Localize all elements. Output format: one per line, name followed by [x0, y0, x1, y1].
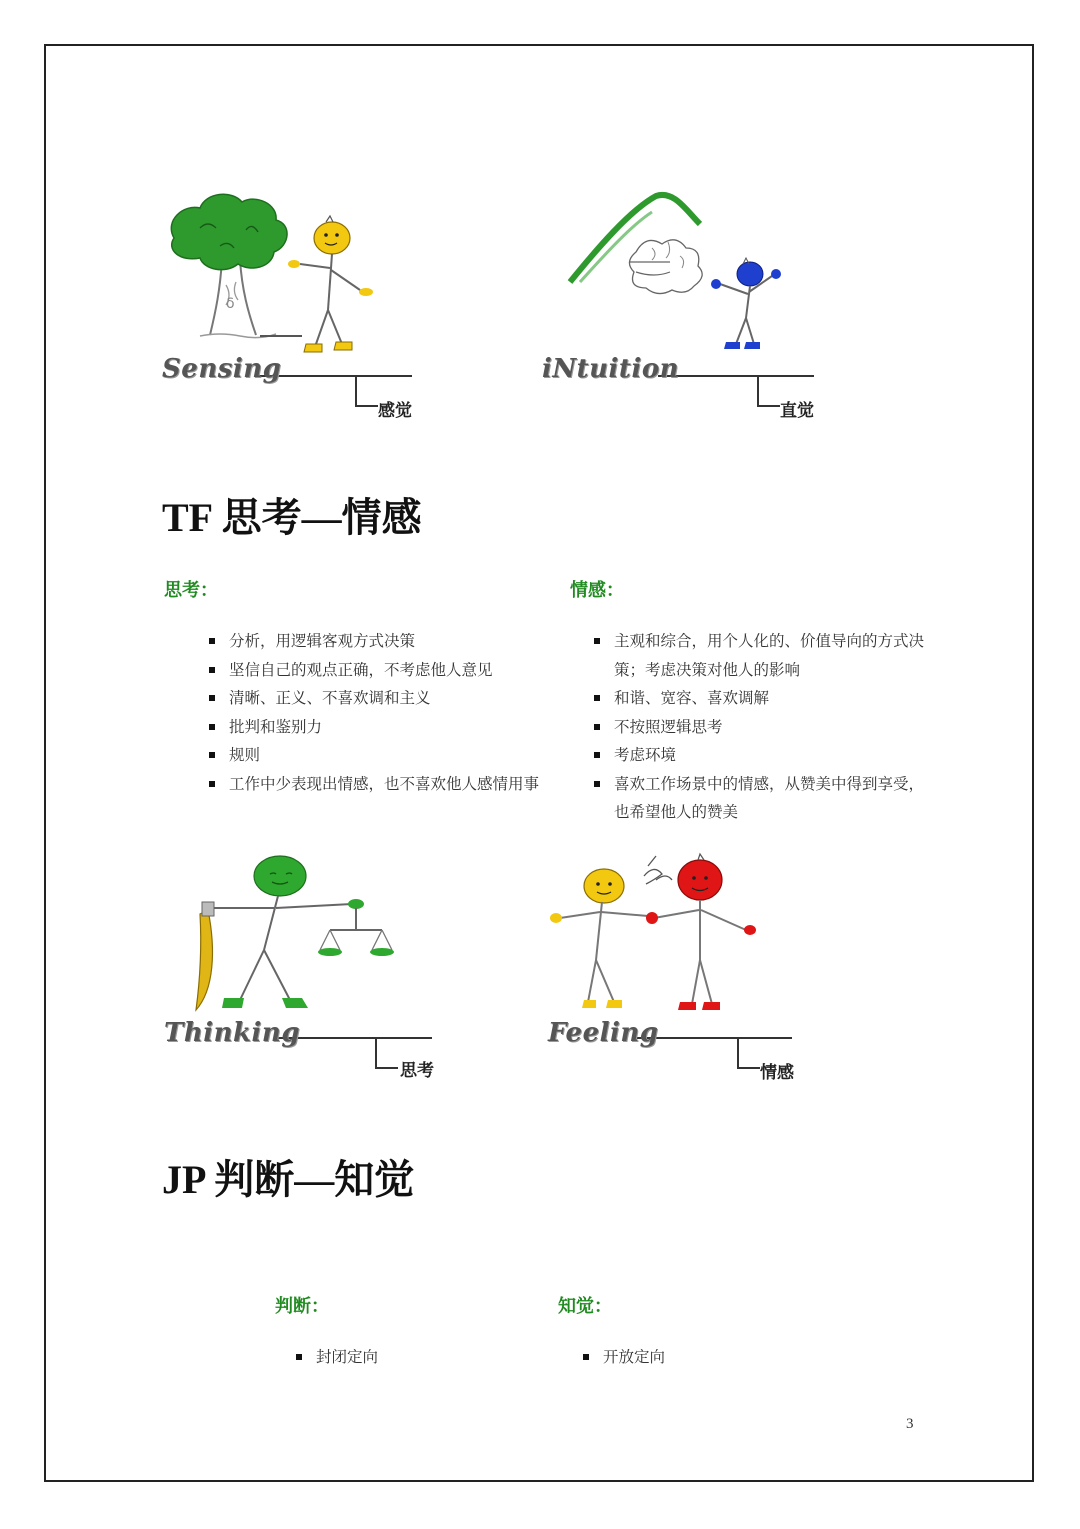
thinking-illustration: [160, 850, 450, 1080]
list-item: 考虑环境: [594, 741, 924, 770]
list-item: 清晰、正义、不喜欢调和主义: [209, 684, 579, 713]
perceiving-trait-list: [583, 1343, 783, 1372]
judging-subheading: 判断：: [275, 1296, 329, 1317]
intuition-mountain-figure-icon: [540, 190, 830, 430]
svg-text:δ: δ: [226, 296, 235, 312]
list-item: 开放定向: [583, 1343, 783, 1372]
sensing-tree-figure-icon: [160, 190, 430, 430]
intuition-chinese-label: 直觉: [780, 401, 814, 421]
page-number: 3: [906, 1416, 914, 1432]
sensing-chinese-label: 感觉: [378, 401, 412, 421]
feeling-subheading: 情感：: [570, 580, 624, 601]
list-item: 分析，用逻辑客观方式决策: [209, 627, 579, 656]
thinking-subheading: 思考：: [164, 580, 218, 601]
tf-section-heading: TF 思考—情感: [162, 495, 422, 540]
intuition-illustration: [540, 190, 830, 430]
sensing-label: Sensing: [162, 354, 282, 384]
list-item: 工作中少表现出情感，也不喜欢他人感情用事: [209, 770, 579, 799]
perceiving-subheading: 知觉：: [558, 1296, 612, 1317]
list-item: 主观和综合，用个人化的、价值导向的方式决策；考虑决策对他人的影响: [594, 627, 924, 684]
thinking-trait-list: [209, 627, 579, 798]
judging-trait-list: [296, 1343, 496, 1372]
sensing-illustration: [160, 190, 430, 430]
jp-section-heading: JP 判断—知觉: [162, 1157, 415, 1202]
list-item: 封闭定向: [296, 1343, 496, 1372]
list-item: 和谐、宽容、喜欢调解: [594, 684, 924, 713]
list-item: 规则: [209, 741, 579, 770]
list-item: 批判和鉴别力: [209, 713, 579, 742]
feeling-chinese-label: 情感: [760, 1063, 794, 1083]
thinking-chinese-label: 思考: [400, 1061, 434, 1081]
list-item: 喜欢工作场景中的情感，从赞美中得到享受，也希望他人的赞美: [594, 770, 924, 827]
list-item: 坚信自己的观点正确，不考虑他人意见: [209, 656, 579, 685]
feeling-trait-list: [594, 627, 924, 827]
list-item: 不按照逻辑思考: [594, 713, 924, 742]
thinking-label: Thinking: [164, 1018, 301, 1048]
feeling-illustration: [544, 850, 834, 1083]
intuition-label: iNtuition: [542, 354, 680, 384]
feeling-label: Feeling: [548, 1018, 659, 1048]
